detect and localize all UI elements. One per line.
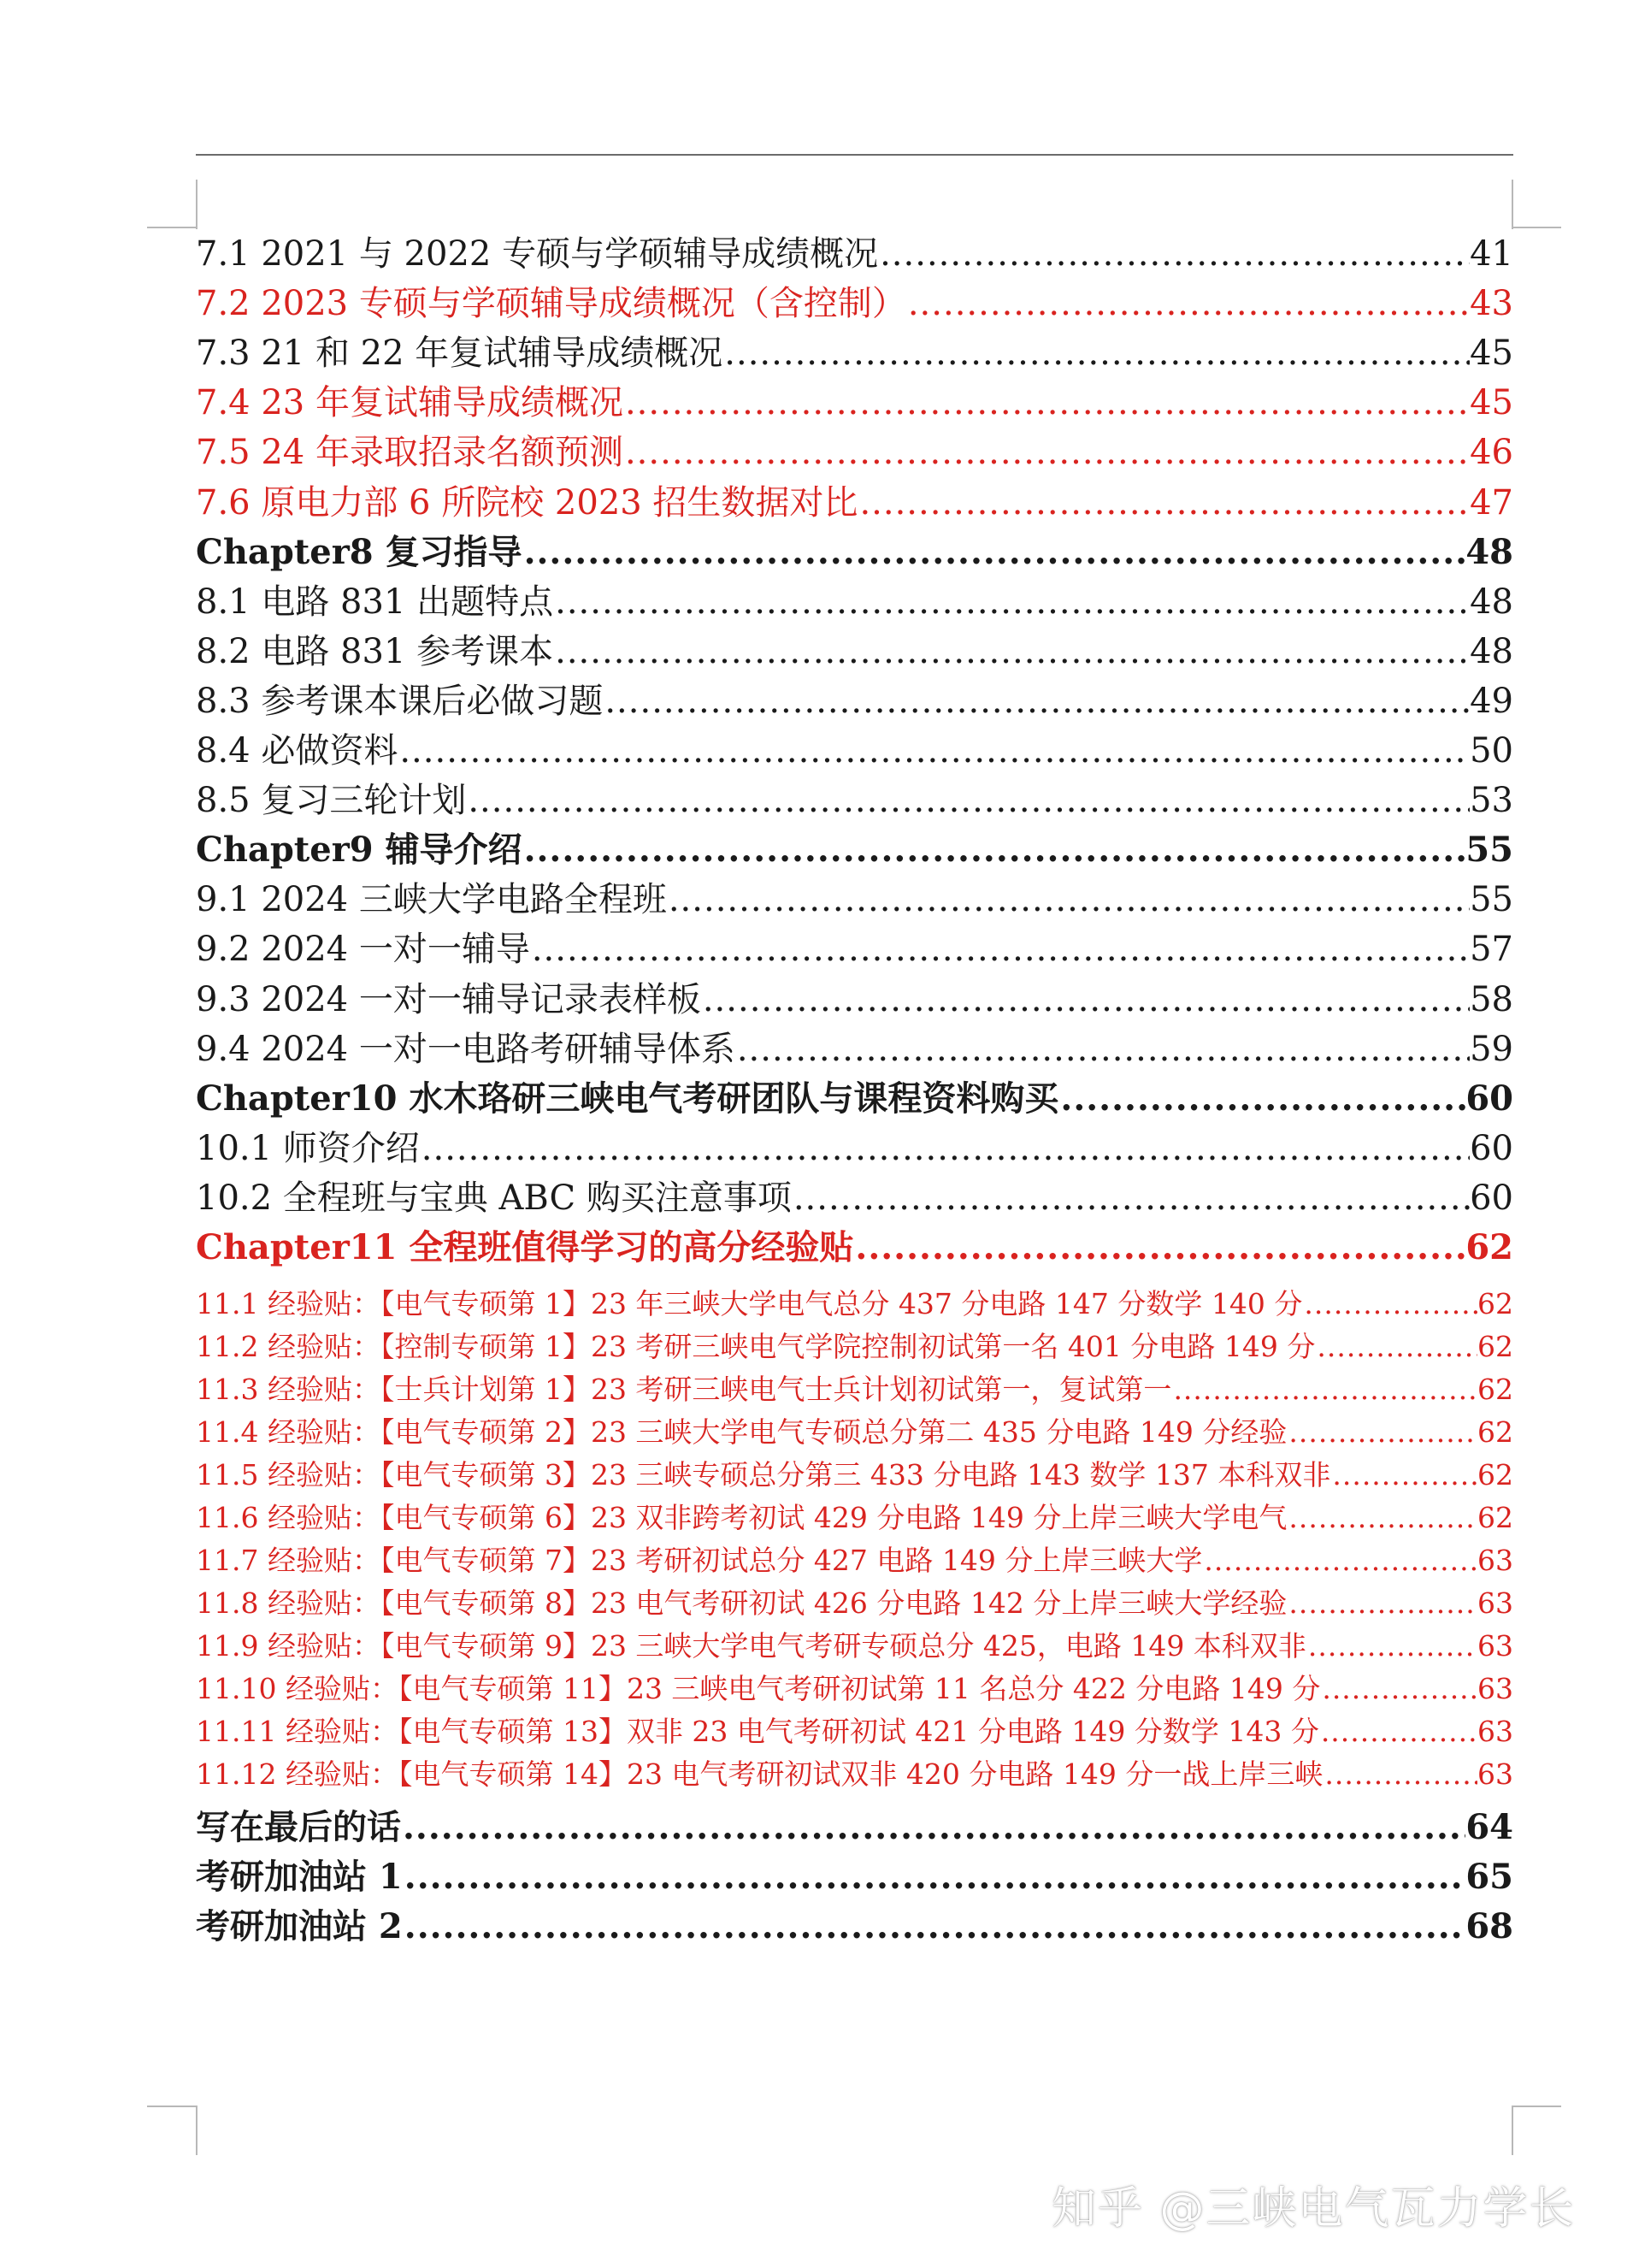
toc-leader-dots [667, 880, 1470, 919]
toc-entry[interactable] [196, 1453, 1513, 1496]
toc-entry[interactable] [196, 276, 1513, 326]
toc-leader-dots [466, 781, 1470, 820]
toc-entry-title: 7.3 21 和 22 年复试辅导成绩概况 [196, 334, 723, 373]
toc-leader-dots [623, 383, 1470, 422]
toc-leader-dots [1287, 1415, 1477, 1449]
toc-leader-dots [401, 1807, 1465, 1847]
toc-entry-title: Chapter9 辅导介绍 [196, 830, 522, 870]
toc-leader-dots [878, 234, 1470, 274]
toc-entry-page: 62 [1477, 1373, 1513, 1406]
crop-mark-top-left-h [147, 227, 197, 228]
toc-leader-dots [858, 483, 1470, 523]
toc-entry[interactable] [196, 1624, 1513, 1667]
toc-entry-title: 8.3 参考课本课后必做习题 [196, 682, 604, 721]
toc-entry-page: 55 [1470, 880, 1513, 919]
toc-leader-dots [403, 1857, 1466, 1897]
toc-entry-title: 11.11 经验贴：【电气专硕第 13】双非 23 电气考研初试 421 分电路 149 分数学 143 分 [196, 1715, 1319, 1748]
toc-entry[interactable] [196, 922, 1513, 972]
toc-leader-dots [1319, 1715, 1477, 1748]
toc-entry[interactable] [196, 375, 1513, 425]
toc-entry[interactable] [196, 872, 1513, 922]
toc-entry[interactable] [196, 525, 1513, 575]
toc-entry-page: 53 [1470, 781, 1513, 820]
toc-entry[interactable] [196, 1220, 1513, 1270]
toc-entry[interactable] [196, 674, 1513, 724]
crop-mark-bottom-right-v [1512, 2106, 1513, 2155]
toc-entry-title: 11.1 经验贴：【电气专硕第 1】23 年三峡大学电气总分 437 分电路 147 分数学 140 分 [196, 1287, 1303, 1320]
toc-entry-page: 41 [1470, 234, 1513, 274]
toc-entry-page: 46 [1470, 433, 1513, 472]
toc-entry-title: 9.2 2024 一对一辅导 [196, 930, 530, 969]
toc-entry-title: 11.10 经验贴：【电气专硕第 11】23 三峡电气考研初试第 11 名总分 422 分电路 149 分 [196, 1672, 1321, 1705]
toc-entry-page: 63 [1477, 1715, 1513, 1748]
toc-entry-title: 7.4 23 年复试辅导成绩概况 [196, 383, 623, 422]
toc-entry-title: Chapter8 复习指导 [196, 532, 522, 572]
toc-entry-page: 49 [1470, 682, 1513, 721]
toc-entry[interactable] [196, 425, 1513, 475]
toc-entry-page: 62 [1465, 1227, 1513, 1267]
toc-leader-dots [792, 1178, 1470, 1218]
toc-entry-page: 50 [1470, 731, 1513, 771]
toc-leader-dots [1315, 1330, 1477, 1363]
toc-entry-title: 8.2 电路 831 参考课本 [196, 632, 554, 671]
toc-entry-title: 8.4 必做资料 [196, 731, 398, 771]
toc-entry-title: 11.5 经验贴：【电气专硕第 3】23 三峡专硕总分第三 433 分电路 143 数学 137 本科双非 [196, 1458, 1331, 1491]
toc-entry-page: 63 [1477, 1629, 1513, 1663]
toc-leader-dots [1058, 1078, 1465, 1119]
toc-leader-dots [522, 830, 1466, 870]
toc-entry-title: 写在最后的话 [196, 1807, 401, 1847]
toc-entry-page: 65 [1465, 1857, 1513, 1897]
toc-entry[interactable] [196, 1496, 1513, 1539]
toc-entry-title: 8.1 电路 831 出题特点 [196, 582, 554, 622]
toc-leader-dots [1306, 1629, 1477, 1663]
toc-leader-dots [1320, 1672, 1477, 1705]
toc-entry-page: 59 [1470, 1030, 1513, 1069]
toc-leader-dots [1171, 1373, 1477, 1406]
toc-entry-page: 64 [1465, 1807, 1513, 1847]
toc-leader-dots [1287, 1501, 1477, 1534]
toc-entry-title: 11.7 经验贴：【电气专硕第 7】23 考研初试总分 427 电路 149 分上岸三峡大学 [196, 1544, 1203, 1577]
toc-entry-page: 62 [1477, 1501, 1513, 1534]
toc-entry[interactable] [196, 1667, 1513, 1710]
toc-entry[interactable] [196, 972, 1513, 1022]
toc-entry-title: 11.8 经验贴：【电气专硕第 8】23 电气考研初试 426 分电路 142 分上岸三峡大学经验 [196, 1586, 1288, 1620]
toc-entry-page: 48 [1470, 632, 1513, 671]
crop-mark-top-right-h [1512, 227, 1561, 228]
toc-entry[interactable] [196, 1850, 1513, 1899]
toc-entry-title: 11.4 经验贴：【电气专硕第 2】23 三峡大学电气专硕总分第二 435 分电路 149 分经验 [196, 1415, 1288, 1449]
toc-leader-dots [722, 334, 1470, 373]
toc-entry-page: 60 [1470, 1178, 1513, 1218]
toc-entry-title: Chapter11 全程班值得学习的高分经验贴 [196, 1227, 854, 1267]
toc-entry[interactable] [196, 575, 1513, 624]
crop-mark-bottom-right-h [1512, 2106, 1561, 2107]
toc-entry-title: 9.4 2024 一对一电路考研辅导体系 [196, 1030, 735, 1069]
toc-entry[interactable] [196, 1710, 1513, 1752]
toc-entry-page: 45 [1470, 383, 1513, 422]
toc-entry-page: 48 [1470, 582, 1513, 622]
toc-entry[interactable] [196, 773, 1513, 823]
toc-entry-page: 62 [1477, 1458, 1513, 1491]
crop-mark-top-right-v [1512, 180, 1513, 229]
toc-entry-page: 63 [1477, 1672, 1513, 1705]
toc-entry-page: 58 [1470, 980, 1513, 1019]
toc-leader-dots [623, 433, 1470, 472]
toc-entry-page: 63 [1477, 1586, 1513, 1620]
toc-entry-title: 考研加油站 1 [196, 1857, 403, 1897]
toc-entry-title: 7.2 2023 专硕与学硕辅导成绩概况（含控制） [196, 284, 906, 323]
toc-entry[interactable] [196, 1282, 1513, 1325]
toc-entry-page: 47 [1470, 483, 1513, 523]
toc-entry-title: 8.5 复习三轮计划 [196, 781, 467, 820]
toc-entry[interactable] [196, 326, 1513, 375]
toc-entry-page: 62 [1477, 1415, 1513, 1449]
toc-entry[interactable] [196, 475, 1513, 525]
toc-entry[interactable] [196, 1752, 1513, 1795]
toc-entry-title: 11.3 经验贴：【士兵计划第 1】23 考研三峡电气士兵计划初试第一，复试第一 [196, 1373, 1172, 1406]
toc-entry[interactable] [196, 1539, 1513, 1581]
toc-entry-title: 10.1 师资介绍 [196, 1129, 420, 1168]
toc-entry[interactable] [196, 1325, 1513, 1367]
toc-leader-dots [522, 532, 1466, 572]
toc-entry[interactable] [196, 823, 1513, 872]
toc-leader-dots [735, 1030, 1470, 1069]
toc-entry-page: 57 [1470, 930, 1513, 969]
toc-leader-dots [1202, 1544, 1477, 1577]
toc-leader-dots [553, 582, 1470, 622]
toc-entry[interactable] [196, 227, 1513, 276]
toc-entry-title: 10.2 全程班与宝典 ABC 购买注意事项 [196, 1178, 792, 1218]
toc-entry[interactable] [196, 1171, 1513, 1220]
toc-entry-title: 11.6 经验贴：【电气专硕第 6】23 双非跨考初试 429 分电路 149 分上岸三峡大学电气 [196, 1501, 1288, 1534]
toc-entry[interactable] [196, 1072, 1513, 1121]
toc-entry-title: 11.2 经验贴：【控制专硕第 1】23 考研三峡电气学院控制初试第一名 401 分电路 149 分 [196, 1330, 1316, 1363]
toc-entry[interactable] [196, 624, 1513, 674]
toc-entry-page: 60 [1465, 1078, 1513, 1119]
toc-entry[interactable] [196, 1800, 1513, 1850]
toc-entry-title: 7.5 24 年录取招录名额预测 [196, 433, 623, 472]
toc-entry-page: 60 [1470, 1129, 1513, 1168]
toc-leader-dots [603, 682, 1470, 721]
toc-leader-dots [530, 930, 1470, 969]
toc-entry[interactable] [196, 1121, 1513, 1171]
toc-entry[interactable] [196, 1022, 1513, 1072]
toc-leader-dots [1287, 1586, 1477, 1620]
toc-entry-page: 55 [1465, 830, 1513, 870]
toc-leader-dots [701, 980, 1470, 1019]
toc-leader-dots [853, 1227, 1465, 1267]
toc-entry-page: 68 [1465, 1906, 1513, 1946]
header-rule [196, 154, 1513, 156]
toc-entry-title: 11.12 经验贴：【电气专硕第 14】23 电气考研初试双非 420 分电路 149 分一战上岸三峡 [196, 1757, 1323, 1791]
toc-entry-title: 9.3 2024 一对一辅导记录表样板 [196, 980, 701, 1019]
crop-mark-bottom-left-h [147, 2106, 197, 2107]
toc-leader-dots [403, 1906, 1466, 1946]
toc-entry-page: 45 [1470, 334, 1513, 373]
toc-entry[interactable] [196, 1581, 1513, 1624]
toc-leader-dots [1330, 1458, 1477, 1491]
toc-entry-title: Chapter10 水木珞研三峡电气考研团队与课程资料购买 [196, 1078, 1059, 1119]
toc-entry-page: 63 [1477, 1757, 1513, 1791]
toc-leader-dots [906, 284, 1470, 323]
toc-leader-dots [420, 1129, 1470, 1168]
toc-entry-page: 63 [1477, 1544, 1513, 1577]
toc-entry[interactable] [196, 724, 1513, 773]
watermark: 知乎 @三峡电气瓦力学长 [1052, 2183, 1576, 2235]
crop-mark-top-left-v [196, 180, 197, 229]
crop-mark-bottom-left-v [196, 2106, 197, 2155]
toc-entry-page: 48 [1465, 532, 1513, 572]
toc-entry-title: 7.1 2021 与 2022 专硕与学硕辅导成绩概况 [196, 234, 879, 274]
toc-leader-dots [1323, 1757, 1477, 1791]
toc-entry[interactable] [196, 1367, 1513, 1410]
toc-leader-dots [553, 632, 1470, 671]
toc-entry-title: 7.6 原电力部 6 所院校 2023 招生数据对比 [196, 483, 858, 523]
toc-entry-title: 11.9 经验贴：【电气专硕第 9】23 三峡大学电气考研专硕总分 425，电路 149 本科双非 [196, 1629, 1306, 1663]
toc-entry[interactable] [196, 1410, 1513, 1453]
toc-entry-page: 62 [1477, 1330, 1513, 1363]
toc-entry-page: 62 [1477, 1287, 1513, 1320]
toc-entry-page: 43 [1470, 284, 1513, 323]
toc-entry-title: 9.1 2024 三峡大学电路全程班 [196, 880, 667, 919]
toc-entry[interactable] [196, 1899, 1513, 1949]
toc-leader-dots [398, 731, 1470, 771]
toc-leader-dots [1302, 1287, 1477, 1320]
toc-entry-title: 考研加油站 2 [196, 1906, 403, 1946]
